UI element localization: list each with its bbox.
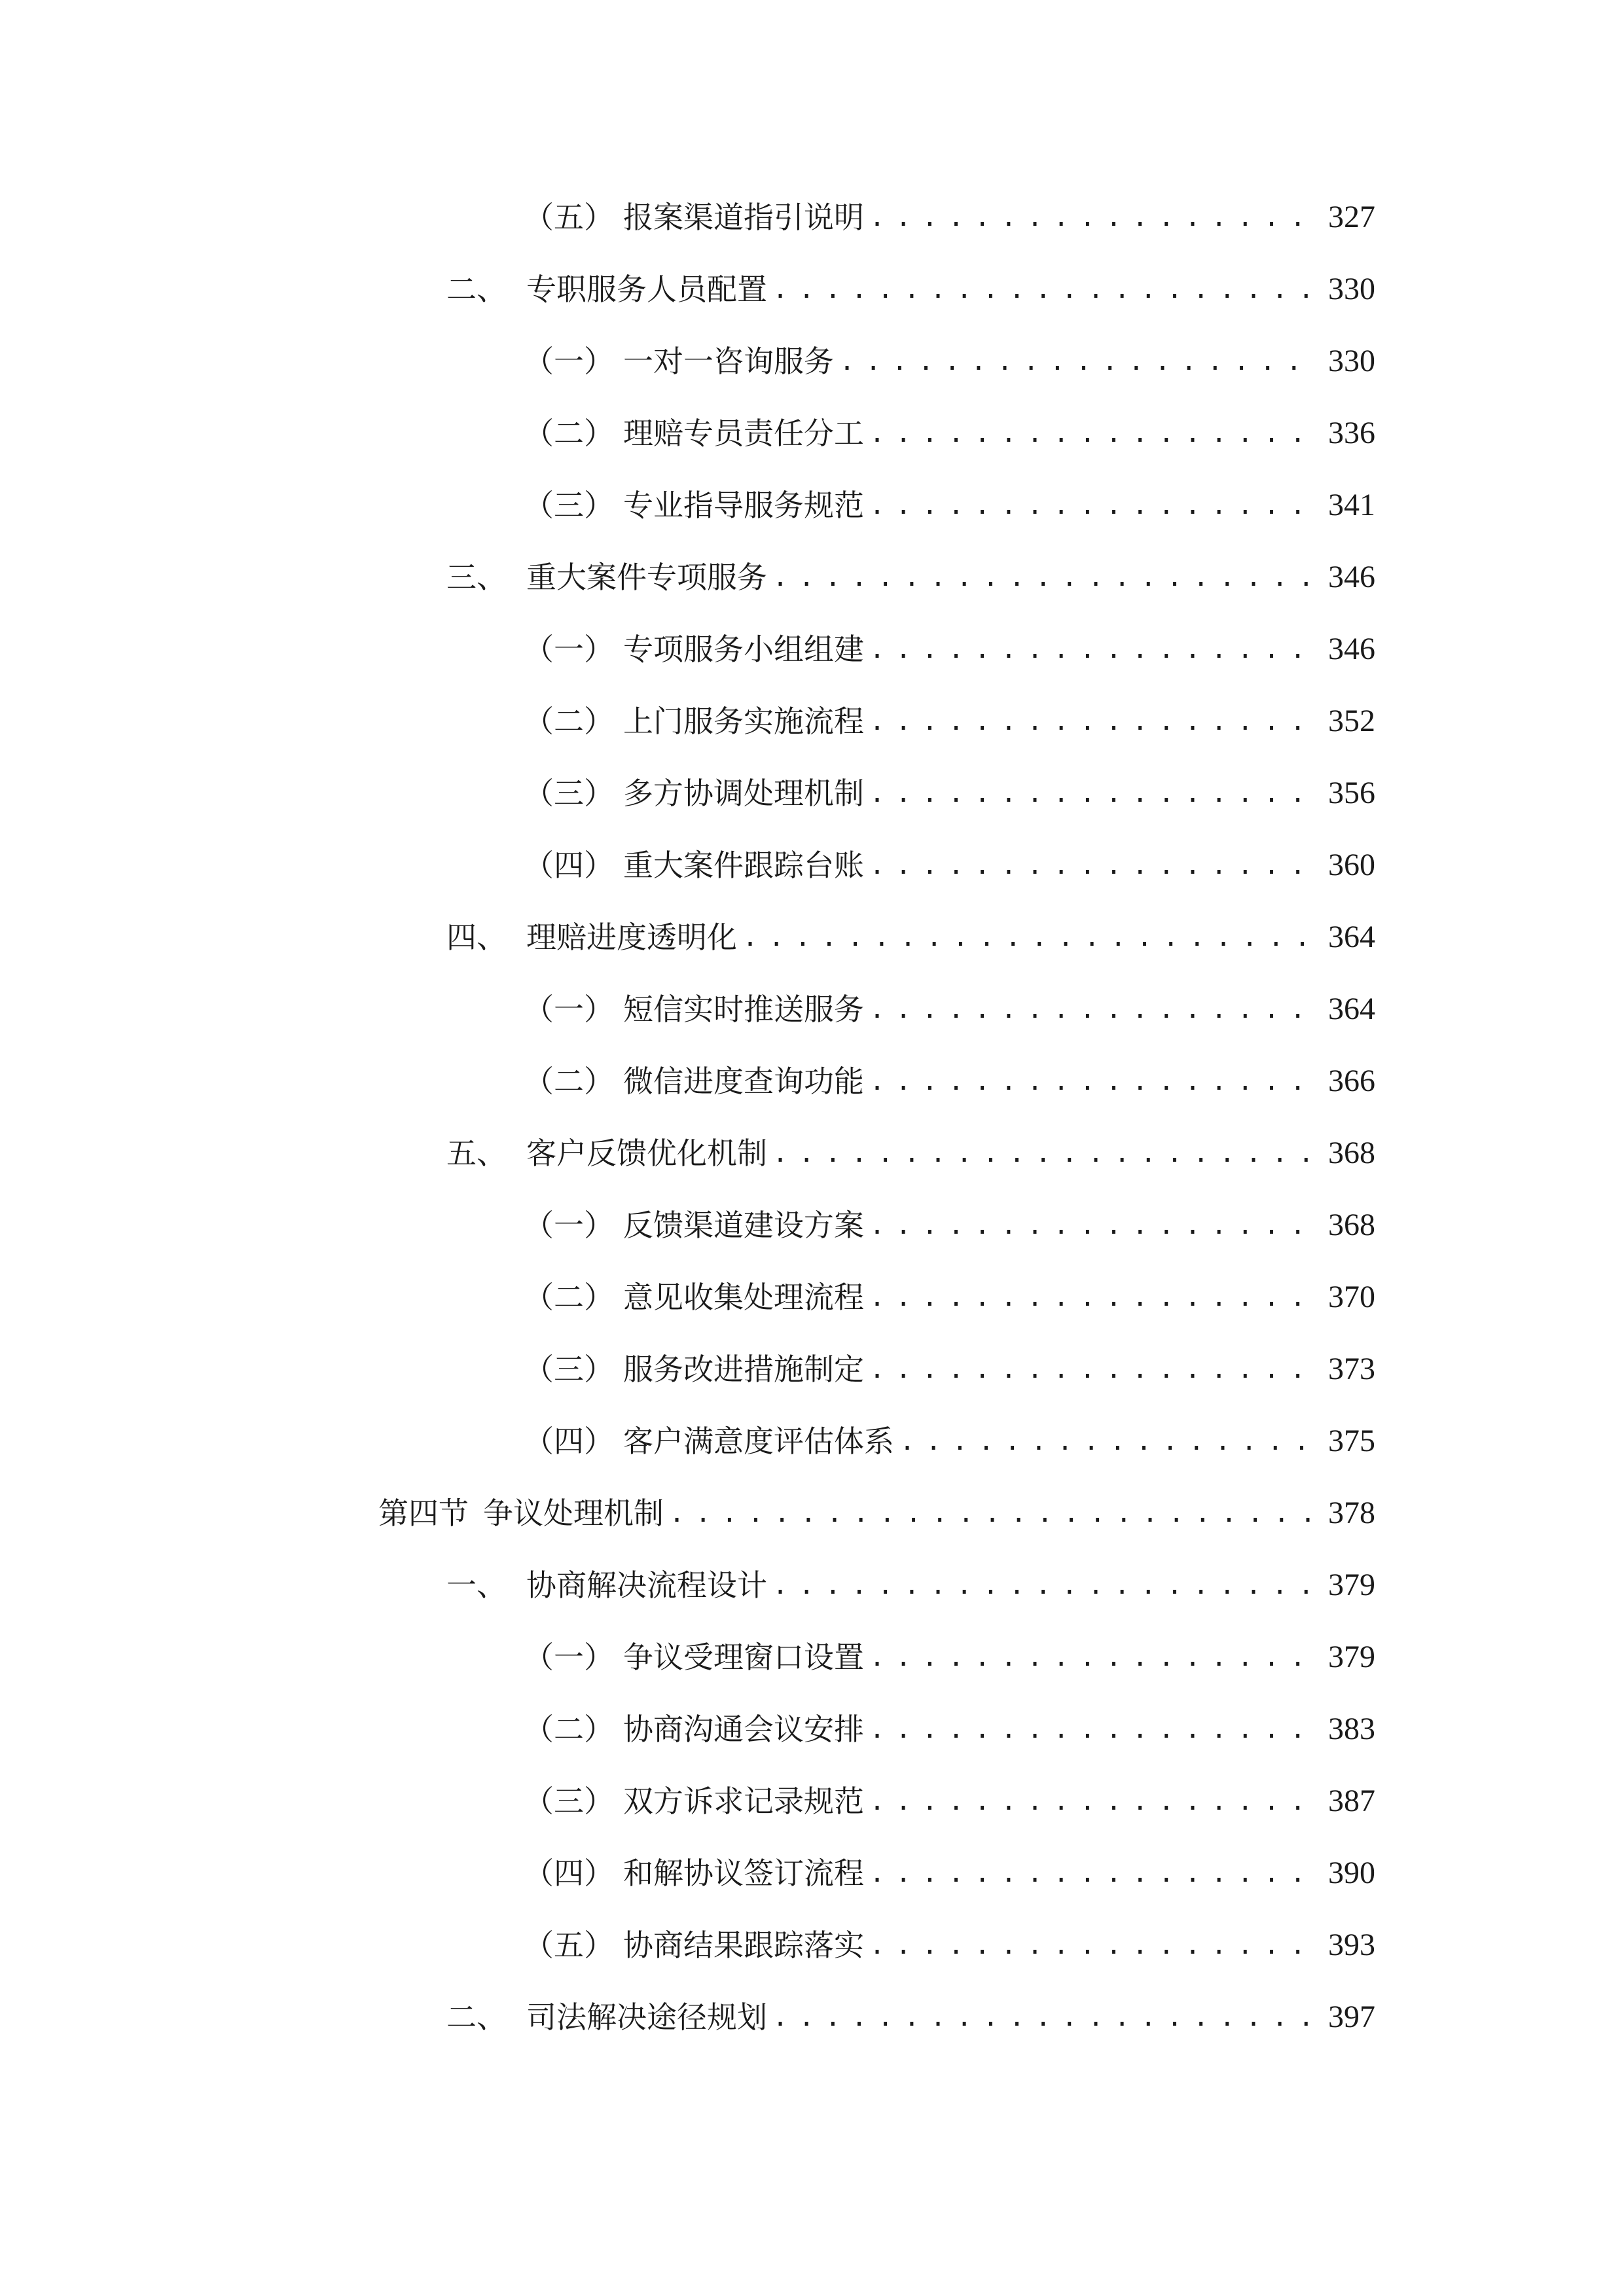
toc-entry-number: （二） <box>524 416 614 451</box>
toc-dot-leader <box>669 1487 1314 1539</box>
toc-entry-page: 330 <box>1328 344 1375 378</box>
toc-entry-number: （四） <box>524 1424 614 1459</box>
toc-entry-title: 客户反馈优化机制 <box>526 1136 767 1171</box>
toc-entry-title: 意见收集处理流程 <box>623 1280 864 1315</box>
toc-entry[interactable] <box>524 1415 1375 1467</box>
toc-entry-page: 356 <box>1328 776 1375 810</box>
toc-entry-title: 重大案件跟踪台账 <box>623 848 864 883</box>
toc-entry-title: 微信进度查询功能 <box>623 1064 864 1099</box>
toc-entry[interactable] <box>446 911 1375 963</box>
toc-entry-title: 专职服务人员配置 <box>526 272 767 307</box>
toc-entry[interactable] <box>524 1199 1375 1251</box>
toc-entry-number: 二、 <box>446 272 507 307</box>
toc-entry-title: 一对一咨询服务 <box>623 344 834 379</box>
toc-entry-number: （二） <box>524 1280 614 1315</box>
toc-entry-number: （一） <box>524 1208 614 1243</box>
toc-dot-leader <box>772 1127 1314 1179</box>
toc-entry[interactable] <box>446 1559 1375 1611</box>
toc-dot-leader <box>839 335 1314 387</box>
toc-dot-leader <box>899 1415 1314 1467</box>
toc-entry-page: 390 <box>1328 1856 1375 1890</box>
toc-entry-page: 368 <box>1328 1136 1375 1170</box>
toc-entry-title: 争议处理机制 <box>483 1496 664 1531</box>
toc-dot-leader <box>772 263 1314 315</box>
toc-entry-number: （三） <box>524 776 614 811</box>
toc-entry-page: 346 <box>1328 632 1375 666</box>
toc-dot-leader <box>869 1631 1314 1683</box>
toc-entry-page: 364 <box>1328 920 1375 954</box>
toc-entry[interactable] <box>524 1919 1375 1971</box>
toc-entry[interactable] <box>446 551 1375 603</box>
toc-entry-number: 二、 <box>446 2000 507 2035</box>
toc-entry-page: 378 <box>1328 1496 1375 1530</box>
toc-entry-page: 364 <box>1328 992 1375 1026</box>
toc-entry-title: 专项服务小组组建 <box>623 632 864 667</box>
toc-dot-leader <box>869 623 1314 675</box>
toc-entry[interactable] <box>524 335 1375 387</box>
toc-dot-leader <box>869 1703 1314 1755</box>
toc-dot-leader <box>772 551 1314 603</box>
toc-entry-title: 司法解决途径规划 <box>526 2000 767 2035</box>
toc-entry-number: （五） <box>524 1928 614 1963</box>
toc-entry-number: （一） <box>524 992 614 1027</box>
toc-entry[interactable] <box>524 1847 1375 1899</box>
toc-dot-leader <box>869 1271 1314 1323</box>
toc-entry[interactable] <box>524 191 1375 243</box>
toc-entry-title: 多方协调处理机制 <box>623 776 864 811</box>
toc-entry[interactable] <box>524 1055 1375 1107</box>
toc-entry-page: 330 <box>1328 272 1375 306</box>
toc-entry-page: 379 <box>1328 1640 1375 1674</box>
toc-entry[interactable] <box>524 479 1375 531</box>
toc-dot-leader <box>772 1991 1314 2043</box>
toc-entry-title: 理赔专员责任分工 <box>623 416 864 451</box>
toc-entry-page: 387 <box>1328 1784 1375 1818</box>
toc-dot-leader <box>869 1919 1314 1971</box>
toc-entry-number: （三） <box>524 1784 614 1819</box>
toc-entry-page: 360 <box>1328 848 1375 882</box>
toc-entry-title: 重大案件专项服务 <box>526 560 767 595</box>
toc-entry-page: 368 <box>1328 1208 1375 1242</box>
toc-entry-number: （三） <box>524 488 614 523</box>
toc-dot-leader <box>869 767 1314 819</box>
toc-entry[interactable] <box>524 1631 1375 1683</box>
toc-entry-title: 协商沟通会议安排 <box>623 1712 864 1747</box>
toc-entry-page: 336 <box>1328 416 1375 450</box>
toc-entry[interactable] <box>524 839 1375 891</box>
toc-entry-number: 五、 <box>446 1136 507 1171</box>
toc-dot-leader <box>772 1559 1314 1611</box>
toc-dot-leader <box>869 1199 1314 1251</box>
toc-dot-leader <box>869 1055 1314 1107</box>
toc-entry-page: 393 <box>1328 1928 1375 1962</box>
toc-entry[interactable] <box>524 407 1375 459</box>
toc-dot-leader <box>869 191 1314 243</box>
toc-entry-page: 373 <box>1328 1352 1375 1386</box>
toc-entry-page: 397 <box>1328 2000 1375 2034</box>
toc-entry[interactable] <box>524 1271 1375 1323</box>
toc-entry-number: （二） <box>524 704 614 739</box>
toc-entry-number: 第四节 <box>378 1496 469 1531</box>
toc-dot-leader <box>869 983 1314 1035</box>
toc-dot-leader <box>869 695 1314 747</box>
toc-entry[interactable] <box>524 1775 1375 1827</box>
toc-entry-number: （四） <box>524 1856 614 1891</box>
toc-entry-title: 协商结果跟踪落实 <box>623 1928 864 1963</box>
toc-entry[interactable] <box>524 1343 1375 1395</box>
toc-entry-section[interactable] <box>378 1487 1375 1539</box>
toc-entry-title: 上门服务实施流程 <box>623 704 864 739</box>
toc-entry-title: 专业指导服务规范 <box>623 488 864 523</box>
toc-entry-number: （一） <box>524 632 614 667</box>
toc-entry-page: 346 <box>1328 560 1375 594</box>
toc-entry-number: 三、 <box>446 560 507 595</box>
toc-entry-title: 客户满意度评估体系 <box>623 1424 894 1459</box>
toc-entry-page: 370 <box>1328 1280 1375 1314</box>
toc-dot-leader <box>869 1343 1314 1395</box>
toc-entry-number: （二） <box>524 1712 614 1747</box>
toc-dot-leader <box>869 1847 1314 1899</box>
toc-entry-title: 协商解决流程设计 <box>526 1568 767 1603</box>
toc-entry-number: （三） <box>524 1352 614 1387</box>
toc-entry-number: 一、 <box>446 1568 507 1603</box>
toc-entry-page: 366 <box>1328 1064 1375 1098</box>
toc-dot-leader <box>869 479 1314 531</box>
toc-entry[interactable] <box>524 1703 1375 1755</box>
toc-entry-page: 341 <box>1328 488 1375 522</box>
toc-entry-title: 服务改进措施制定 <box>623 1352 864 1387</box>
toc-dot-leader <box>869 839 1314 891</box>
toc-entry-title: 反馈渠道建设方案 <box>623 1208 864 1243</box>
toc-entry-number: （一） <box>524 344 614 379</box>
toc-entry-title: 和解协议签订流程 <box>623 1856 864 1891</box>
toc-entry[interactable] <box>524 695 1375 747</box>
toc-entry-page: 383 <box>1328 1712 1375 1746</box>
toc-dot-leader <box>869 407 1314 459</box>
toc-dot-leader <box>869 1775 1314 1827</box>
toc-entry-page: 375 <box>1328 1424 1375 1458</box>
toc-entry-title: 短信实时推送服务 <box>623 992 864 1027</box>
toc-entry-number: （一） <box>524 1640 614 1675</box>
toc-entry-title: 争议受理窗口设置 <box>623 1640 864 1675</box>
toc-entry[interactable] <box>524 767 1375 819</box>
toc-entry-title: 报案渠道指引说明 <box>623 200 864 235</box>
toc-entry-number: （四） <box>524 848 614 883</box>
toc-entry[interactable] <box>446 1991 1375 2043</box>
toc-entry-title: 双方诉求记录规范 <box>623 1784 864 1819</box>
toc-entry-page: 379 <box>1328 1568 1375 1602</box>
toc-entry[interactable] <box>524 983 1375 1035</box>
toc-entry-page: 327 <box>1328 200 1375 234</box>
toc-entry-number: （五） <box>524 200 614 235</box>
toc-entry[interactable] <box>446 1127 1375 1179</box>
toc-dot-leader <box>742 911 1314 963</box>
toc-entry-number: 四、 <box>446 920 507 955</box>
toc-entry[interactable] <box>524 623 1375 675</box>
toc-entry-page: 352 <box>1328 704 1375 738</box>
toc-entry[interactable] <box>446 263 1375 315</box>
toc-entry-number: （二） <box>524 1064 614 1099</box>
toc-entry-title: 理赔进度透明化 <box>526 920 737 955</box>
